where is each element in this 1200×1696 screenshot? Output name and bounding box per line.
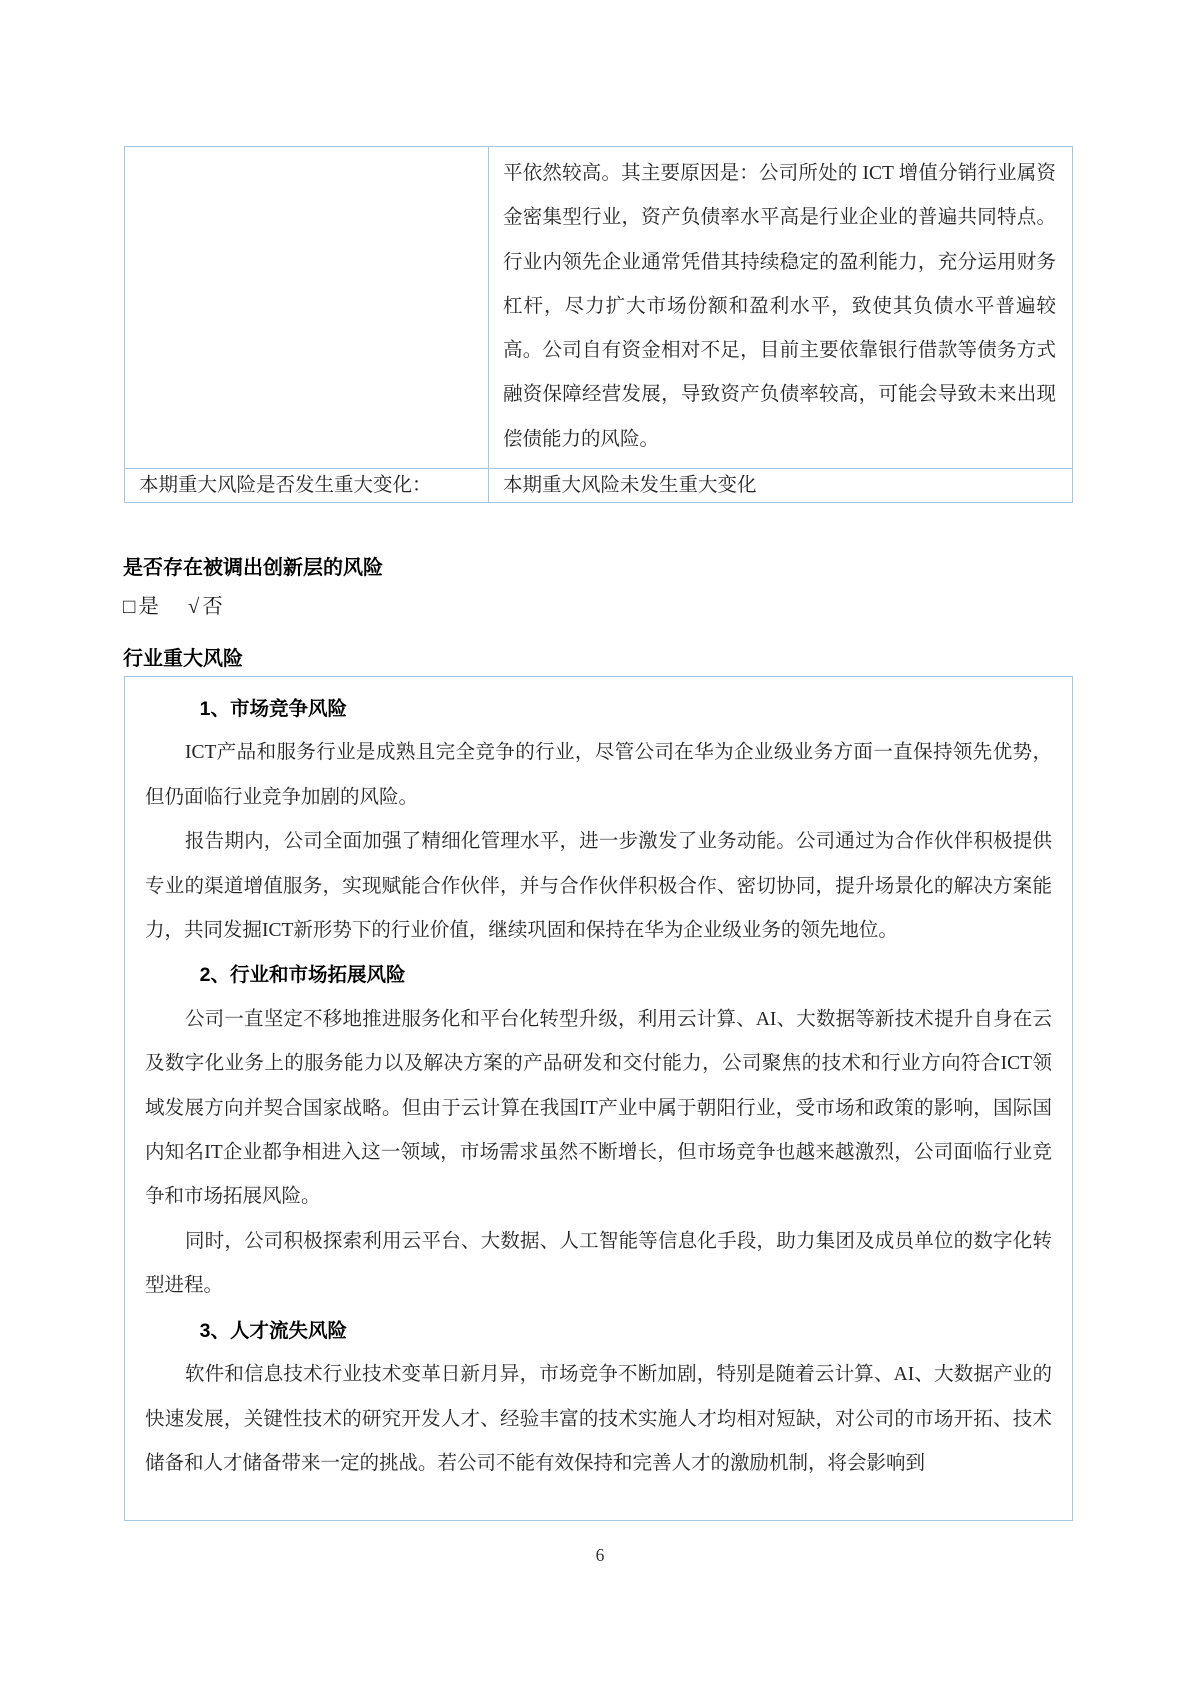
table-row [125,147,1073,469]
industry-risk-box [124,676,1073,1521]
option-yes-label: 是 [138,596,159,618]
risk-paragraph: ICT产品和服务行业是成熟且完全竞争的行业，尽管公司在华为企业级业务方面一直保持领先优势，但仍面临行业竞争加剧的风险。 [145,742,1052,808]
risk-change-answer-cell: 本期重大风险未发生重大变化 [489,469,1073,503]
option-yes [123,596,159,618]
option-no-label: 否 [202,596,223,618]
risk-section-title: 1、市场竞争风险 [199,698,347,720]
innovation-layer-options [123,589,247,619]
risk-summary-table [124,146,1073,503]
risk-paragraph: 软件和信息技术行业技术变革日新月异，市场竞争不断加剧，特别是随着云计算、AI、大数据产业的快速发展，关键性技术的研究开发人才、经验丰富的技术实施人才均相对短缺，对公司的市场开拓、技术储备和人才储备带来一定的挑战。若公司不能有效保持和完善人才的激励机制，将会影响到 [145,1364,1052,1474]
risk-paragraph: 报告期内，公司全面加强了精细化管理水平，进一步激发了业务动能。公司通过为合作伙伴积极提供专业的渠道增值服务，实现赋能合作伙伴，并与合作伙伴积极合作、密切协同，提升场景化的解决方案能力，共同发掘ICT新形势下的行业价值，继续巩固和保持在华为企业级业务的领先地位。 [145,831,1052,942]
industry-risk-heading: 行业重大风险 [123,648,243,670]
option-no [188,596,223,618]
checkmark-icon: √ [188,596,200,618]
risk-description-cell: 平依然较高。其主要原因是：公司所处的 ICT 增值分销行业属资金密集型行业，资产负债率水平高是行业企业的普遍共同特点。行业内领先企业通常凭借其持续稳定的盈利能力，充分运用财务杠杆，尽力扩大市场份额和盈利水平，致使其负债水平普遍较高。公司自有资金相对不足，目前主要依靠银行借款等债务方式融资保障经营发展，导致资产负债率较高，可能会导致未来出现偿债能力的风险。 [489,147,1073,469]
innovation-layer-heading: 是否存在被调出创新层的风险 [123,557,383,579]
risk-paragraph: 公司一直坚定不移地推进服务化和平台化转型升级，利用云计算、AI、大数据等新技术提升自身在云及数字化业务上的服务能力以及解决方案的产品研发和交付能力，公司聚焦的技术和行业方向符合ICT领域发展方向并契合国家战略。但由于云计算在我国IT产业中属于朝阳行业，受市场和政策的影响，国际国内知名IT企业都争相进入这一领域，市场需求虽然不断增长，但市场竞争也越来越激烈，公司面临行业竞争和市场拓展风险。 [145,1008,1052,1208]
checkbox-unchecked-icon: □ [123,596,136,618]
risk-paragraph: 同时，公司积极探索利用云平台、大数据、人工智能等信息化手段，助力集团及成员单位的数字化转型进程。 [145,1230,1052,1297]
table-cell-empty [125,147,489,469]
page-number: 6 [595,1545,605,1565]
risk-section-title: 3、人才流失风险 [199,1319,347,1342]
risk-section-title: 2、行业和市场拓展风险 [199,964,406,987]
table-row [125,469,1073,503]
risk-change-question-cell: 本期重大风险是否发生重大变化： [125,469,489,503]
